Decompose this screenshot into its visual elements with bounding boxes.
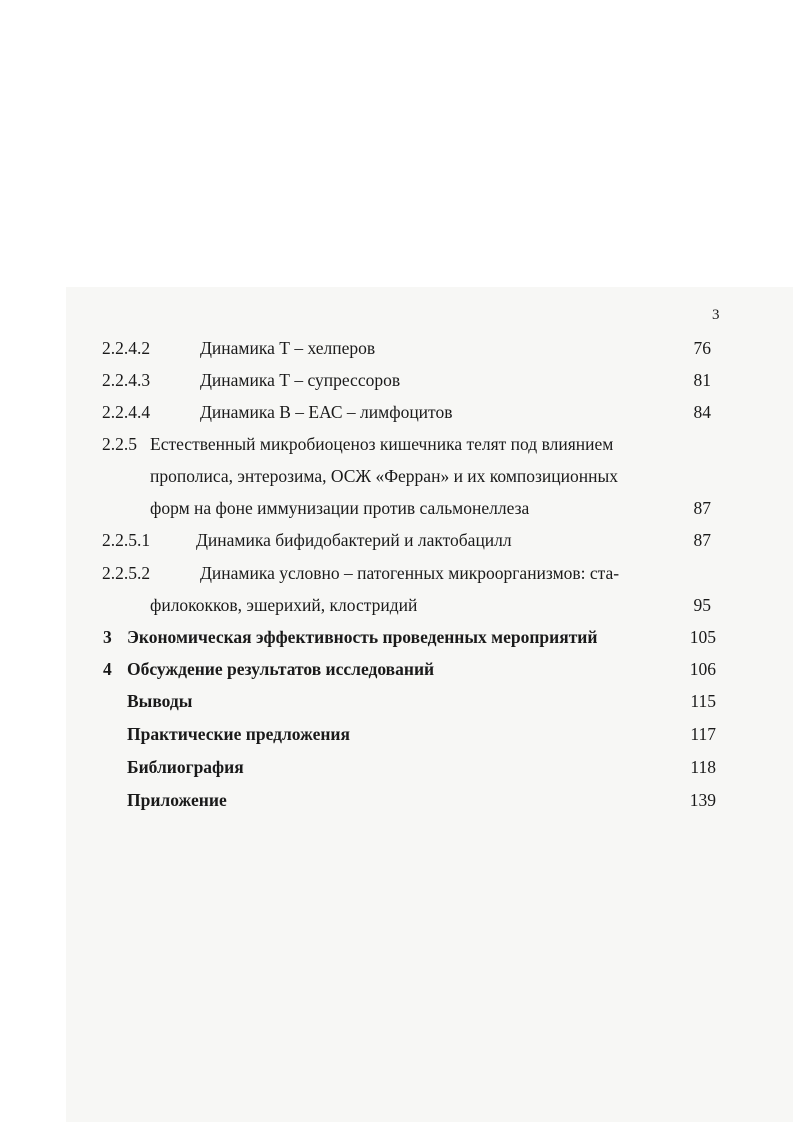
toc-entry-page: 105 — [689, 627, 716, 647]
toc-entry-page: 95 — [693, 595, 711, 615]
toc-entry-title-line-2: прополиса, энтерозима, ОСЖ «Ферран» и их композиционных — [150, 466, 619, 486]
toc-entry-page: 84 — [693, 402, 711, 422]
toc-entry-page: 117 — [690, 724, 716, 744]
toc-entry-page: 106 — [689, 659, 716, 679]
toc-entry-title: Экономическая эффективность проведенных мероприятий — [127, 627, 598, 647]
toc-entry-number: 2.2.4.2 — [102, 338, 151, 358]
toc-entry-number: 2.2.5.1 — [102, 530, 151, 550]
toc-entry-number: 4 — [103, 659, 112, 679]
toc-entry-title: Выводы — [127, 691, 193, 711]
toc-entry-title: Обсуждение результатов исследований — [127, 659, 435, 679]
toc-entry-title-line-1: Динамика условно – патогенных микроорганизмов: ста- — [200, 563, 620, 583]
toc-entry-number: 2.2.5.2 — [102, 563, 151, 583]
toc-entry-title: Динамика бифидобактерий и лактобацилл — [196, 530, 512, 550]
toc-entry-page: 87 — [693, 498, 711, 518]
page-number: 3 — [712, 307, 720, 323]
toc-entry-page: 139 — [689, 790, 716, 810]
toc-entry-title: Практические предложения — [127, 724, 350, 744]
toc-entry-number: 2.2.5 — [102, 434, 137, 454]
toc-entry-title-line-3: форм на фоне иммунизации против сальмонеллеза — [150, 498, 530, 518]
toc-entry-page: 76 — [693, 338, 711, 358]
toc-entry-page: 118 — [690, 757, 716, 777]
toc-entry-title: Динамика Т – хелперов — [200, 338, 376, 358]
toc-entry-title: Приложение — [127, 790, 227, 810]
toc-entry-title-line-2: филококков, эшерихий, клостридий — [150, 595, 418, 615]
toc-entry-page: 87 — [693, 530, 711, 550]
toc-entry-number: 2.2.4.3 — [102, 370, 151, 390]
toc-entry-title: Библиография — [127, 757, 244, 777]
toc-entry-page: 81 — [693, 370, 711, 390]
toc-entry-title: Динамика Т – супрессоров — [200, 370, 401, 390]
toc-entry-number: 2.2.4.4 — [102, 402, 151, 422]
toc-entry-page: 115 — [690, 691, 716, 711]
toc-entry-number: 3 — [103, 627, 112, 647]
toc-entry-title-line-1: Естественный микробиоценоз кишечника телят под влиянием — [150, 434, 614, 454]
toc-entry-title: Динамика В – ЕАС – лимфоцитов — [200, 402, 453, 422]
